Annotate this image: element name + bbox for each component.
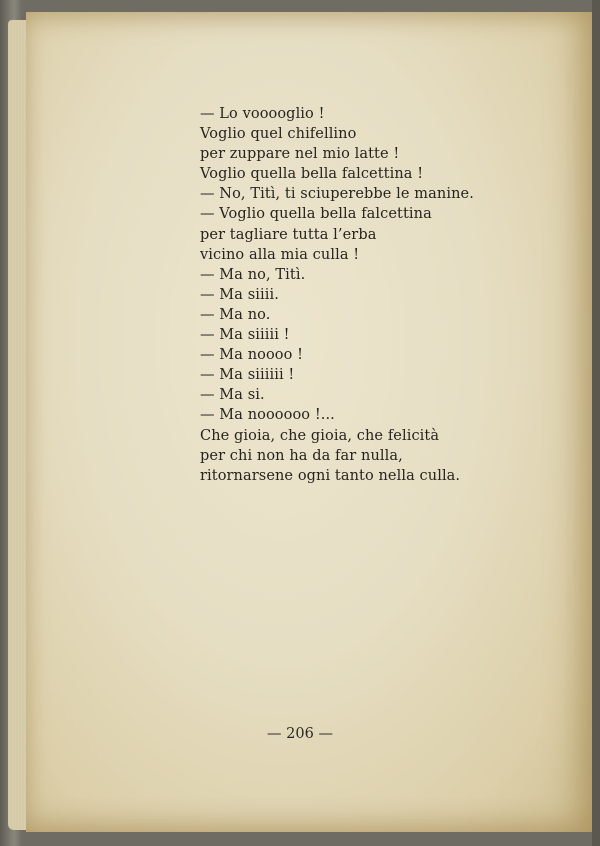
poem-line: — Ma no. bbox=[200, 306, 271, 323]
poem-line: Voglio quella bella falcettina ! bbox=[200, 166, 424, 183]
poem-line: — Ma siiii. bbox=[200, 286, 279, 303]
poem-line: per tagliare tutta l’erba bbox=[200, 226, 377, 243]
poem-text bbox=[200, 104, 474, 486]
poem-line: — Ma si. bbox=[200, 387, 265, 404]
poem-line: Voglio quel chifellino bbox=[200, 126, 357, 143]
poem-line: — No, Titì, ti sciuperebbe le manine. bbox=[200, 186, 474, 203]
poem-line: — Ma siiiii ! bbox=[200, 327, 290, 344]
poem-line: — Lo vooooglio ! bbox=[200, 106, 325, 122]
poem-line: — Ma no, Titì. bbox=[200, 266, 306, 283]
poem-line: — Voglio quella bella falcettina bbox=[200, 206, 432, 223]
poem-line: per chi non ha da far nulla, bbox=[200, 447, 403, 464]
poem-line: per zuppare nel mio latte ! bbox=[200, 146, 400, 163]
poem-line: vicino alla mia culla ! bbox=[200, 246, 360, 263]
poem-line: Che gioia, che gioia, che felicità bbox=[200, 427, 440, 444]
background-strip bbox=[592, 0, 600, 846]
poem-line: — Ma noooooo !... bbox=[200, 407, 335, 424]
poem-line: — Ma siiiiii ! bbox=[200, 367, 295, 384]
poem-line: ritornarsene ogni tanto nella culla. bbox=[200, 467, 461, 484]
page-number: — 206 — bbox=[267, 726, 333, 742]
poem-line: — Ma noooo ! bbox=[200, 347, 304, 364]
